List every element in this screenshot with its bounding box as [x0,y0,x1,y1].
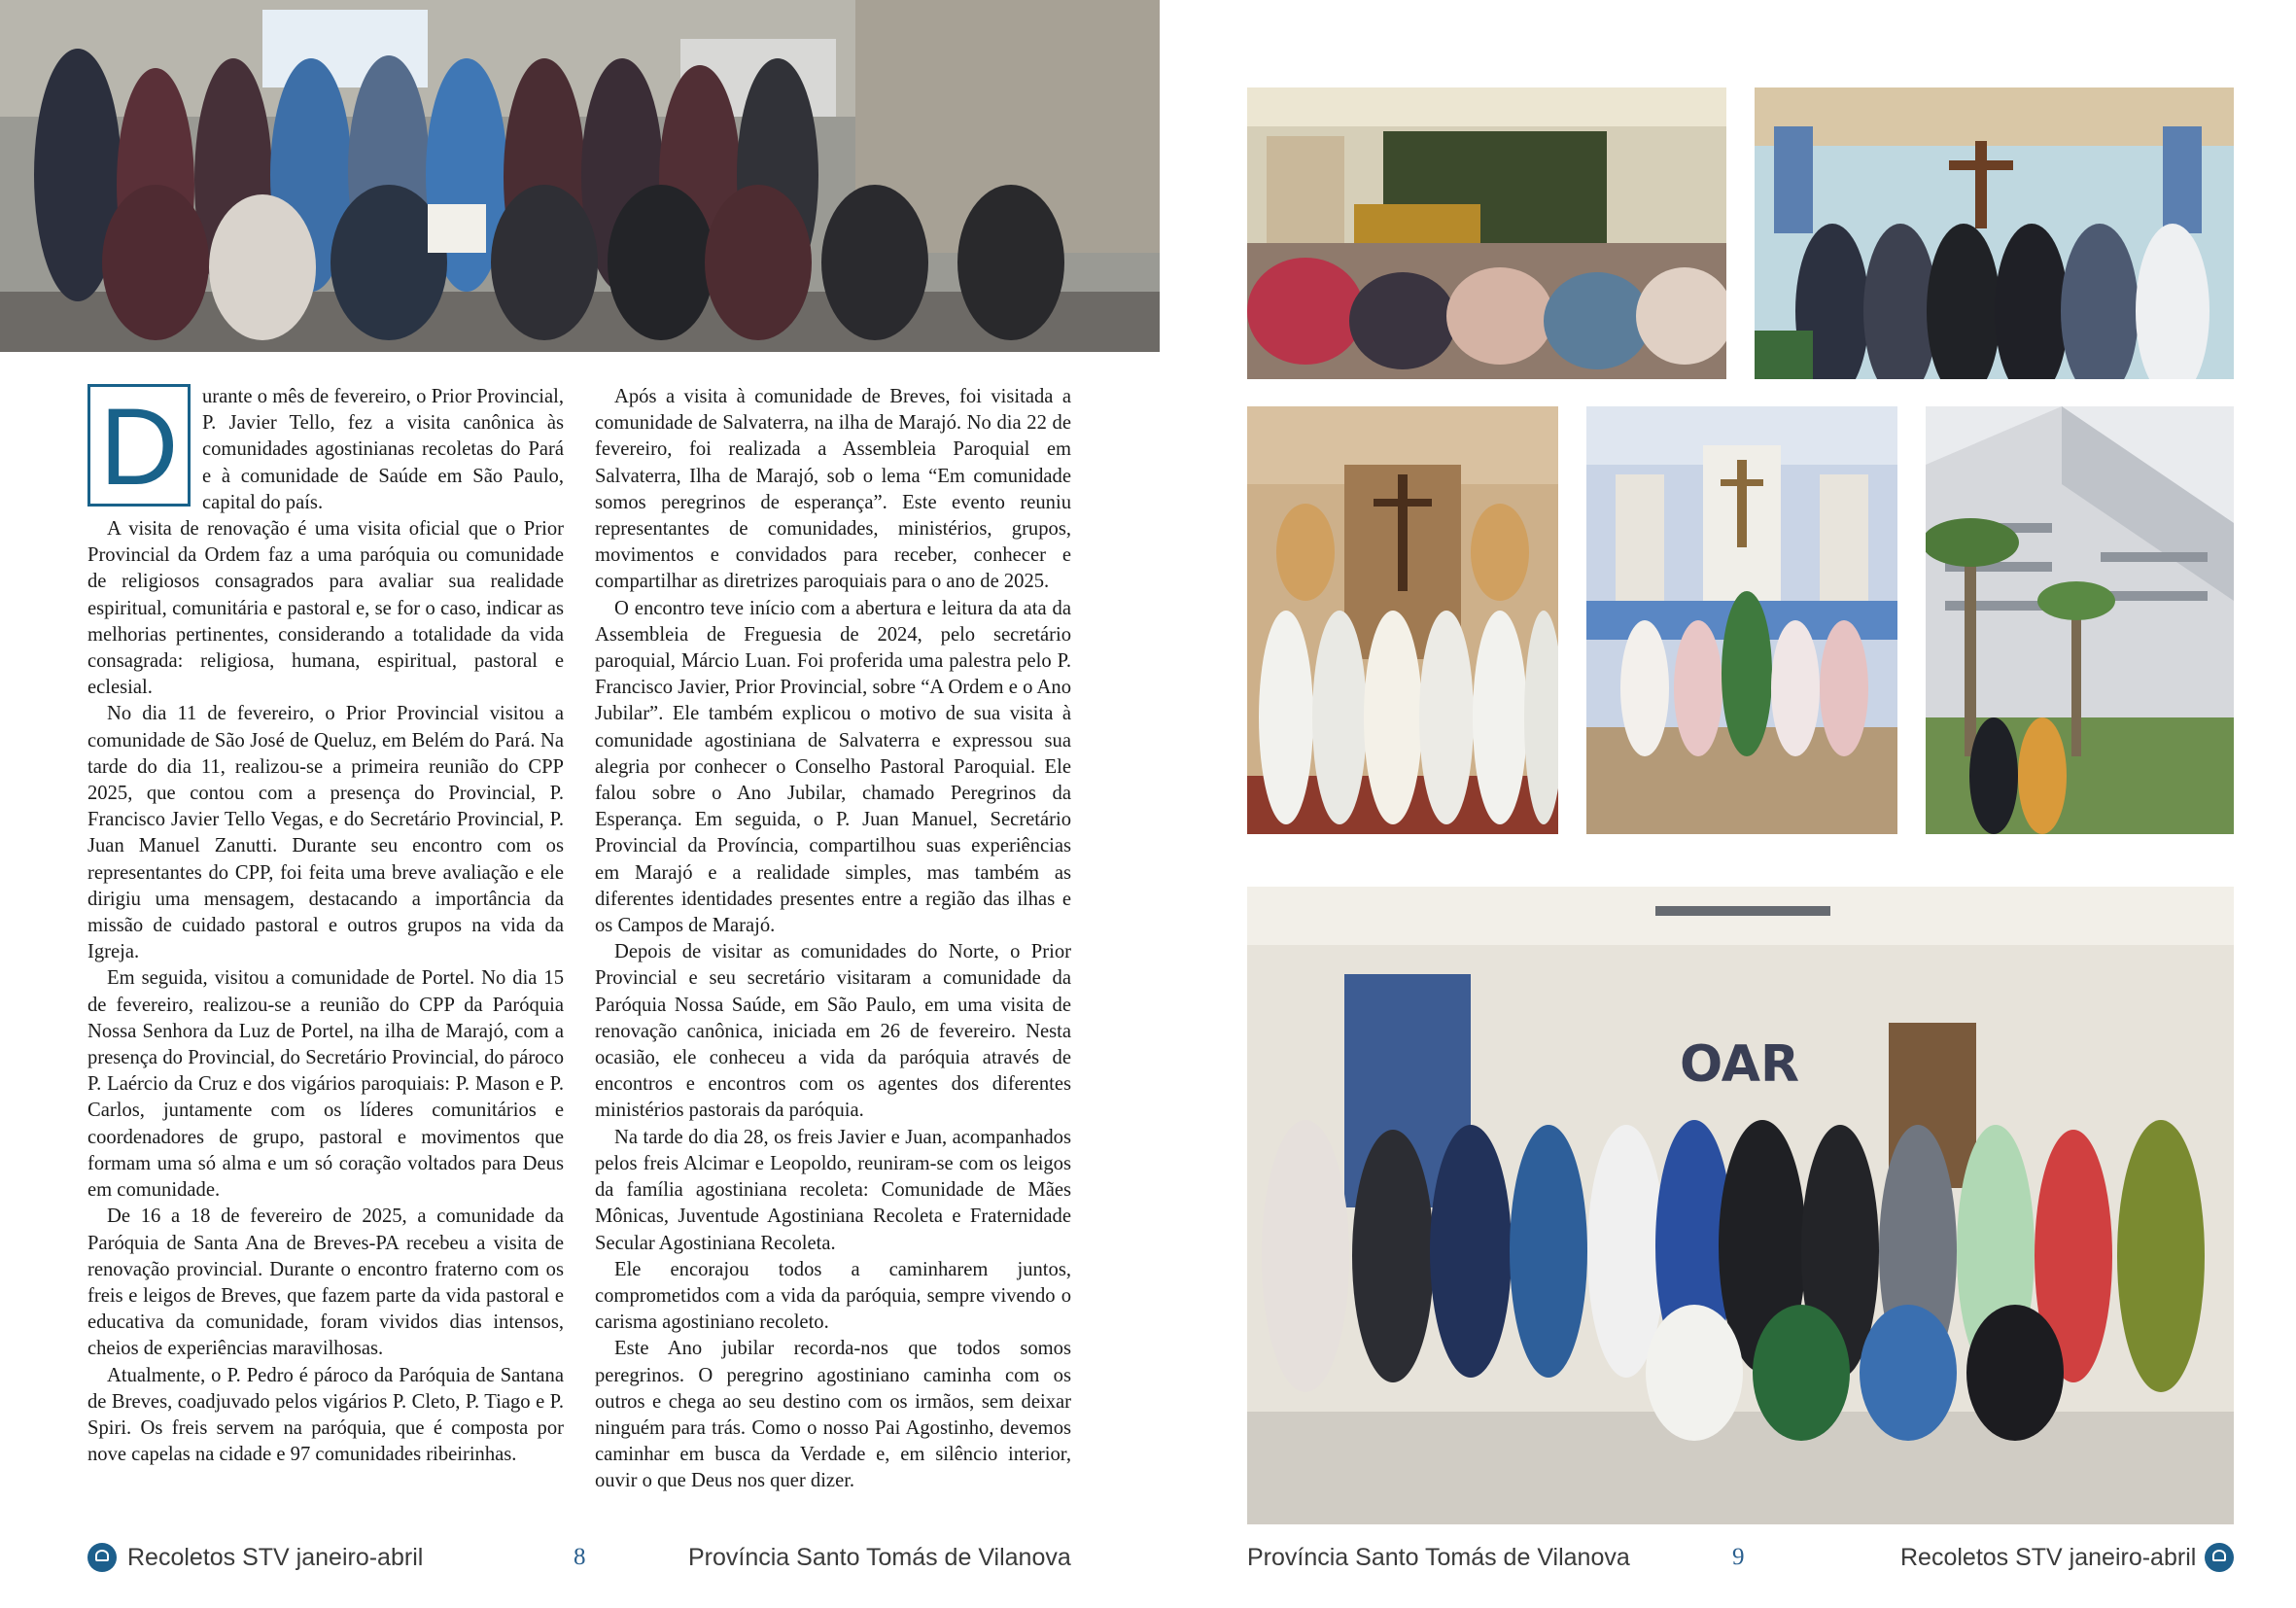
photo-altar-priests [1247,406,1558,834]
drop-cap: D [87,384,191,507]
poster-oar-letters: OAR [1680,1035,1800,1094]
paragraph: Após a visita à comunidade de Breves, foi visitada a comunidade de Salvaterra, na ilha de Marajó. No dia 22 de fevereiro, foi realizada a Assembleia Paroquial em Salvaterra, Ilha de Marajó, sob o lema “Em comunidade somos peregrinos de esperança”. Este evento reuniu representantes de comunidades, ministérios, grupos, movimentos e convidados para receber, conhecer e compartilhar as diretrizes paroquiais para o ano de 2025. [595,386,1071,593]
magazine-logo-icon [87,1543,117,1572]
paragraph: Em seguida, visitou a comunidade de Portel. No dia 15 de fevereiro, realizou-se a reunião do CPP da Paróquia Nossa Senhora da Luz de Portel, na ilha de Marajó, com a presença do Provincial, do Secretário Provincial, do pároco P. Laércio da Cruz e dos vigários paroquiais: P. Mason e P. Carlos, juntamente com os líderes comunitários e coordenadores de grupo, pastoral e movimentos que formam uma só alma e um só coração voltados para Deus em comunidade. [87,967,564,1202]
footer-magazine-title: Recoletos STV janeiro-abril [127,1544,424,1571]
footer-province-name: Província Santo Tomás de Vilanova [1247,1544,1630,1571]
paragraph: Atualmente, o P. Pedro é pároco da Paróquia de Santana de Breves, coadjuvado pelos vigários P. Cleto, P. Tiago e P. Spiri. Os freis servem na paróquia, que é composta por nove capelas na cidade e 97 comunidades ribeirinhas. [87,1364,564,1466]
paragraph: Depois de visitar as comunidades do Norte, o Prior Provincial e seu secretário visitaram a comunidade da Paróquia Nossa Saúde, em São Paulo, em uma visita de renovação canônica, iniciada em 26 de fevereiro. Nesta ocasião, ele conheceu a vida da paróquia através de encontros e encontros com os agentes dos diferentes ministérios pastorais da paróquia. [595,941,1071,1122]
paragraph: O encontro teve início com a abertura e leitura da ata da Assembleia de Freguesia de 2024, pelo secretário paroquial, Márcio Luan. Foi proferida uma palestra pelo P. Francisco Javier, Prior Provincial, sobre “A Ordem e o Ano Jubilar”. Ele também explicou o motivo de sua visita à comunidade agostiniana de Salvaterra e expressou sua alegria por conhecer o Conselho Pastoral Paroquial. Ele falou sobre o Ano Jubilar, chamado Peregrinos da Esperança. Em seguida, o P. Juan Manuel, Secretário Provincial da Província, compartilhou suas experiências em Marajó e a realidade simples, mas também as diferentes identidades presentes entre a região das ilhas e os Campos de Marajó. [595,597,1071,937]
footer-magazine-title: Recoletos STV janeiro-abril [1900,1544,2197,1571]
paragraph: urante o mês de fevereiro, o Prior Provincial, P. Javier Tello, fez a visita canônica às comunidades agostinianas recoletas do Pará e à comunidade de Saúde em São Paulo, capital do país. [202,386,564,513]
photo-meeting-hall [1247,87,1726,379]
paragraph: A visita de renovação é uma visita oficial que o Prior Provincial da Ordem faz a uma paróquia ou comunidade de religiosos consagrados para avaliar sua realidade espiritual, comunitária e pastoral e, se for o caso, indicar as melhorias pertinentes, considerando a totalidade da vida consagrada: religiosa, humana, espiritual, pastoral e eclesial. [87,518,564,699]
article-column-2 [595,384,1071,1495]
photo-priests-group [1755,87,2234,379]
paragraph: Na tarde do dia 28, os freis Javier e Juan, acompanhados pelos freis Alcimar e Leopoldo, reuniram-se com os leigos da família agostiniana recoleta: Comunidade de Mães Mônicas, Juventude Agostiniana Recoleta e Fraternidade Secular Agostiniana Recoleta. [595,1126,1071,1254]
paragraph: Este Ano jubilar recorda-nos que todos somos peregrinos. O peregrino agostiniano caminha com os outros e chega ao seu destino com os irmãos, sem deixar ninguém para trás. Como o nosso Pai Agostinho, devemos caminhar em busca da Verdade e, em silêncio interior, ouvir o que Deus nos quer dizer. [595,1338,1071,1492]
group-photo-youth [0,0,1160,352]
page-number: 8 [574,1544,586,1570]
article-column-1 [87,384,564,1468]
photo-church-building [1926,406,2234,834]
page-number: 9 [1732,1544,1745,1570]
paragraph: De 16 a 18 de fevereiro de 2025, a comunidade da Paróquia de Santa Ana de Breves-PA recebeu a visita de renovação provincial. Durante o encontro fraterno com os freis e leigos de Breves, que fazem parte da vida pastoral e educativa da comunidade, foram vividos dias intensos, cheios de experiências maravilhosas. [87,1206,564,1360]
paragraph: Ele encorajou todos a caminharem juntos, comprometidos com a vida da paróquia, sempre vivendo o carisma agostiniano recoleto. [595,1258,1071,1334]
paragraph: No dia 11 de fevereiro, o Prior Provincial visitou a comunidade de São José de Queluz, em Belém do Pará. Na tarde do dia 11, realizou-se a primeira reunião do CPP 2025, que contou com a presença do Provincial, P. Francisco Javier Tello Vegas, e do Secretário Provincial, P. Juan Manuel Zanutti. Durante seu encontro com os representantes do CPP, foi feita uma breve avaliação e ele dirigiu uma mensagem, destacando a importância da missão de cuidado pastoral e outros grupos na vida da Igreja. [87,703,564,963]
magazine-logo-icon [2205,1543,2234,1572]
photo-church-altar [1586,406,1897,834]
photo-parish-group [1247,887,2234,1524]
footer-province-name: Província Santo Tomás de Vilanova [688,1544,1071,1571]
